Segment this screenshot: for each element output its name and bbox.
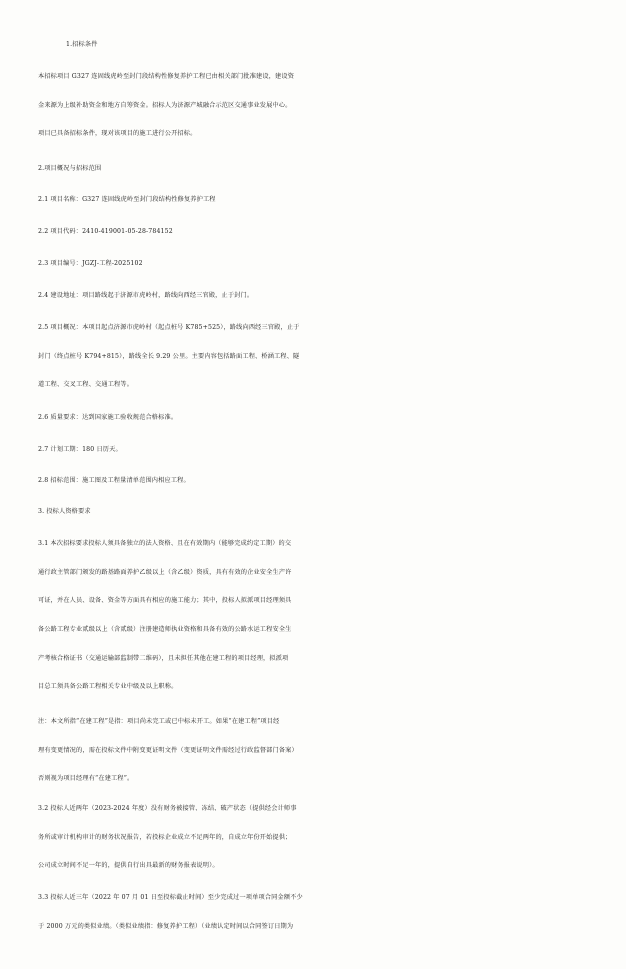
text-line: 产考核合格证书（交通运输部监制带二维码），且未担任其他在建工程的项目经理，拟派项 (38, 654, 289, 662)
text-line: 3. 投标人资格要求 (38, 508, 91, 515)
section-2-heading (0, 155, 626, 184)
text-line: 于 2000 万元的类似业绩。（类似业绩指：修复养护工程）（业绩认定时间以合同签订日期为 (38, 922, 294, 930)
text-line: 3.3 投标人近三年（2022 年 07 月 01 日至投标截止时间）至少完成过一项单项合同金额不少 (38, 894, 303, 901)
item-3-3-performance (0, 884, 626, 941)
item-2-5-project-overview (0, 314, 626, 400)
item-2-2-project-code (0, 218, 626, 247)
text-line: 封门（终点桩号 K794+815），路线全长 9.29 公里。主要内容包括路面工程、桥涵工程、隧 (38, 352, 300, 360)
section-1-heading (0, 31, 626, 60)
text-line: 2.8 招标范围：施工图及工程量清单范围内相应工程。 (38, 477, 190, 484)
section-1-body (0, 63, 626, 149)
text-line: 2.1 项目名称：G327 连固线虎岭至封门段结构性修复养护工程 (38, 196, 216, 203)
section-3-heading (0, 498, 626, 527)
item-2-1-project-name (0, 186, 626, 215)
text-line: 公司成立时间不足一年的，提供自行出具最新的财务报表说明）。 (38, 862, 219, 870)
text-line: 2.7 计划工期：180 日历天。 (38, 446, 122, 453)
item-2-7-schedule (0, 436, 626, 465)
text-line: 注：本文所指“在建工程”是指：项目尚未完工或已中标未开工。如果“在建工程”项目经 (38, 718, 280, 725)
text-line: 2.6 质量要求：达到国家施工验收规范合格标准。 (38, 414, 178, 421)
text-line: 2.3 项目编号：JGZJ-工程-2025102 (38, 260, 143, 267)
text-line: 2.2 项目代码：2410-419001-05-28-784152 (38, 228, 173, 235)
text-line: 可证，并在人员、设备、资金等方面具有相应的施工能力；其中，投标人拟派项目经理须具 (38, 597, 292, 605)
text-line: 2.项目概况与招标范围 (38, 165, 102, 172)
text-line: 本招标项目 G327 连固线虎岭至封门段结构性修复养护工程已由相关部门批准建设，建设资 (38, 73, 295, 80)
item-3-note (0, 708, 626, 794)
text-line: 否则视为项目经理有“在建工程”。 (38, 775, 134, 783)
text-line: 务所或审计机构审计的财务状况报告，若投标企业成立不足两年的，自成立年份开始提供； (38, 833, 292, 841)
text-line: 通行政主管部门颁发的路基路面养护乙级以上（含乙级）资质，具有有效的企业安全生产许 (38, 568, 292, 576)
text-line: 3.1 本次招标要求投标人须具备独立的法人资格、且在有效期内（能够完成约定工期）的交 (38, 540, 292, 547)
text-line: 2.5 项目概况：本项目起点济源市虎岭村（起点桩号 K785+525），路线向西经三官殿，止于 (38, 324, 300, 331)
item-2-3-project-number (0, 250, 626, 279)
text-line: 2.4 建设地址：项目路线起于济源市虎岭村，路线向西经三官殿，止于封门。 (38, 292, 254, 299)
text-line: 理有变更情况的，需在投标文件中附变更证明文件（变更证明文件需经过行政监督部门备案） (38, 746, 298, 754)
text-line: 备公路工程专业贰级以上（含贰级）注册建造师执业资格和具备有效的公路水运工程安全生 (38, 626, 292, 634)
text-line: 1.招标条件 (66, 41, 98, 48)
text-line: 3.2 投标人近两年（2023-2024 年度）没有财务被接管、冻结、破产状态（提供经会计师事 (38, 805, 297, 812)
item-3-2-financial (0, 795, 626, 881)
text-line: 金来源为上级补助资金和地方自筹资金。招标人为济源产城融合示范区交通事业发展中心。 (38, 101, 292, 109)
item-3-1-qualification (0, 530, 626, 702)
item-2-8-scope (0, 467, 626, 496)
item-2-6-quality (0, 404, 626, 433)
text-line: 项目已具备招标条件，现对该项目的施工进行公开招标。 (38, 130, 197, 138)
text-line: 道工程、交叉工程、交通工程等。 (38, 381, 134, 389)
text-line: 目总工须具备公路工程相关专业中级及以上职称。 (38, 683, 178, 691)
item-2-4-construction-site (0, 282, 626, 311)
